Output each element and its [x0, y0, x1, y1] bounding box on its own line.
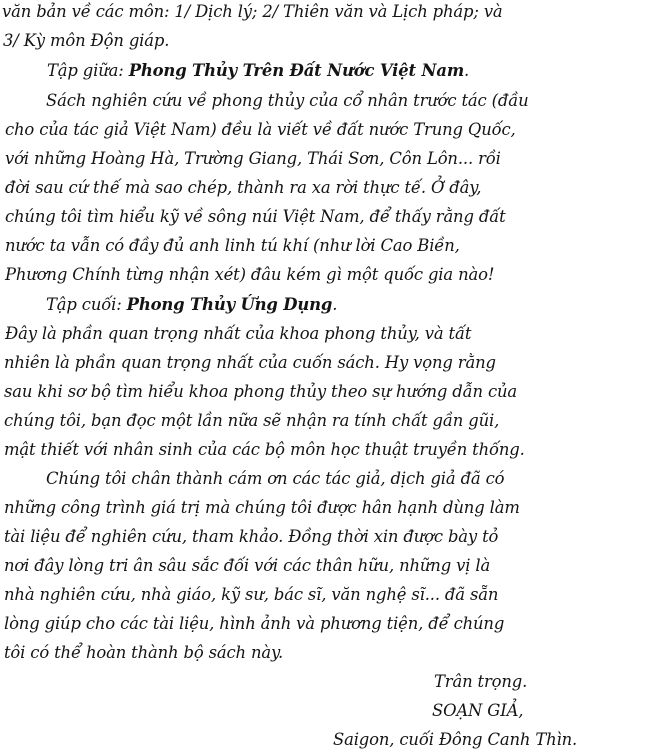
final-volume-heading — [46, 294, 337, 316]
text-line: nhiên là phần quan trọng nhất của cuốn sách. Hy vọng rằng — [4, 353, 496, 372]
text-line: Phương Chính từng nhận xét) đâu kém gì một quốc gia nào! — [5, 265, 495, 284]
place-date: Saigon, cuối Đông Canh Thìn. — [333, 730, 578, 749]
text-line: nước ta vẫn có đầy đủ anh linh tú khí (như lời Cao Biền, — [5, 236, 460, 255]
text-line: tôi có thể hoàn thành bộ sách này. — [4, 643, 284, 662]
closing-line: Trân trọng. — [434, 672, 528, 691]
text-line: Đây là phần quan trọng nhất của khoa phong thủy, và tất — [5, 324, 472, 343]
middle-volume-title: Phong Thủy Trên Đất Nước Việt Nam — [128, 61, 465, 80]
text-line: 3/ Kỳ môn Độn giáp. — [3, 31, 170, 50]
text-line: Chúng tôi chân thành cám ơn các tác giả, dịch giả đã có — [46, 469, 505, 488]
text-line: sau khi sơ bộ tìm hiểu khoa phong thủy theo sự hướng dẫn của — [4, 382, 518, 401]
text-line: cho của tác giả Việt Nam) đều là viết về đất nước Trung Quốc, — [5, 120, 516, 139]
text-line: chúng tôi, bạn đọc một lần nữa sẽ nhận ra tính chất gần gũi, — [4, 411, 500, 430]
middle-volume-suffix: . — [464, 61, 470, 80]
text-line: Sách nghiên cứu về phong thủy của cổ nhân trước tác (đầu — [46, 91, 529, 110]
author-signature: SOẠN GIẢ, — [432, 701, 524, 720]
text-line: nhà nghiên cứu, nhà giáo, kỹ sư, bác sĩ, văn nghệ sĩ... đã sẵn — [4, 585, 499, 604]
text-line: chúng tôi tìm hiểu kỹ về sông núi Việt Nam, để thấy rằng đất — [5, 207, 506, 226]
text-line: những công trình giá trị mà chúng tôi được hân hạnh dùng làm — [4, 498, 520, 517]
final-volume-suffix: . — [332, 295, 338, 314]
text-line: tài liệu để nghiên cứu, tham khảo. Đồng thời xin được bày tỏ — [4, 527, 499, 546]
final-volume-title: Phong Thủy Ứng Dụng — [126, 295, 333, 314]
middle-volume-prefix: Tập giữa: — [47, 61, 129, 80]
text-line: nơi đây lòng tri ân sâu sắc đối với các thân hữu, những vị là — [4, 556, 491, 575]
middle-volume-heading — [47, 60, 469, 82]
text-line: đời sau cứ thế mà sao chép, thành ra xa rời thực tế. Ở đây, — [5, 178, 482, 197]
text-line: mật thiết với nhân sinh của các bộ môn học thuật truyền thống. — [4, 440, 525, 459]
text-line: với những Hoàng Hà, Trường Giang, Thái Sơn, Côn Lôn... rồi — [5, 149, 501, 168]
text-line: lòng giúp cho các tài liệu, hình ảnh và phương tiện, để chúng — [4, 614, 505, 633]
final-volume-prefix: Tập cuối: — [46, 295, 127, 314]
text-line: văn bản về các môn: 1/ Dịch lý; 2/ Thiên văn và Lịch pháp; và — [2, 2, 503, 21]
